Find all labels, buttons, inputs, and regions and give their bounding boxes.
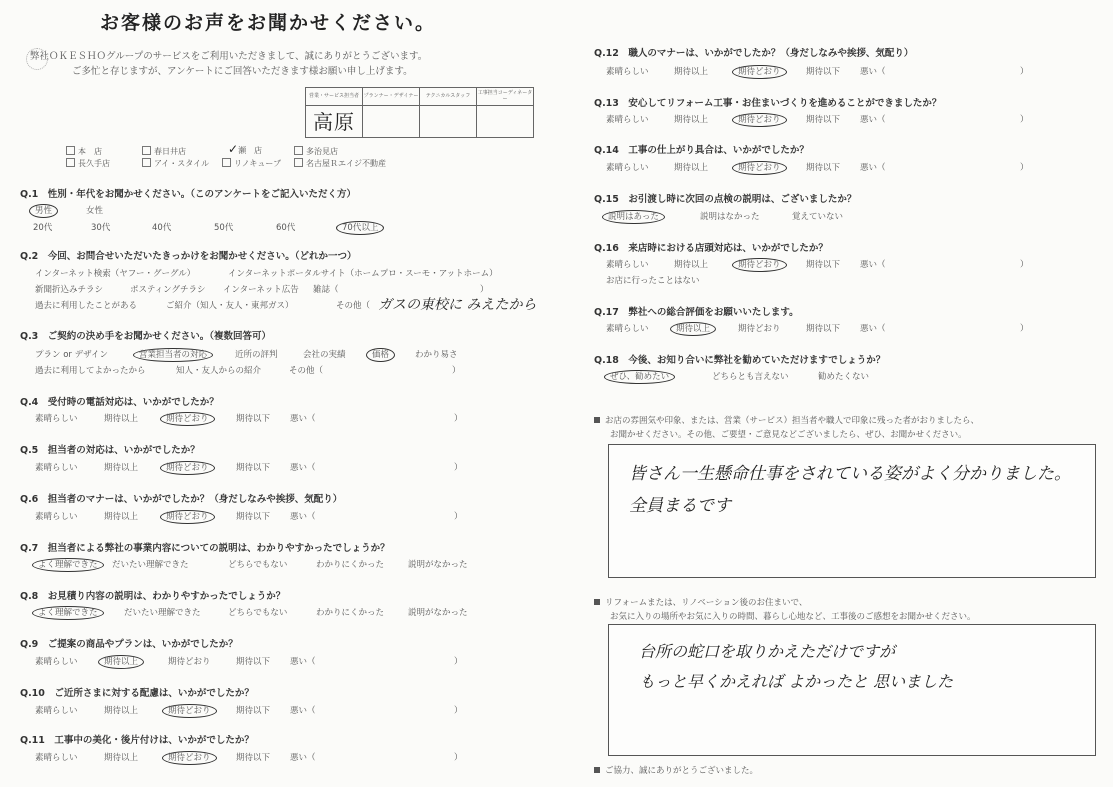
q1-age-30[interactable]: 30代 — [91, 223, 111, 233]
q5-close: ） — [454, 463, 463, 473]
bullet-icon — [594, 767, 600, 773]
q1-age-70[interactable]: 70代以上 — [336, 221, 384, 235]
q3-opt-referral[interactable]: 知人・友人からの紹介 — [176, 366, 262, 376]
q4-opt-2[interactable]: 期待以上 — [104, 414, 139, 424]
q2-opt-portal[interactable]: インターネットポータルサイト（ホームプロ・スーモ・アットホーム） — [228, 269, 498, 279]
q12-opt-3[interactable]: 期待どおり — [732, 65, 787, 79]
q8-opt-1[interactable]: よく理解できた — [32, 606, 104, 620]
q9-opt-3[interactable]: 期待どおり — [168, 657, 211, 667]
q1-age-60[interactable]: 60代 — [276, 223, 296, 233]
q6-opt-4[interactable]: 期待以下 — [236, 512, 271, 522]
q8-label: Q.8 お見積り内容の説明は、わかりやすかったでしょうか？ — [20, 591, 286, 602]
comment1-prompt-2: お聞かせください。その他、ご要望・ご意見などございましたら、ぜひ、お聞かせください。 — [610, 430, 967, 440]
q6-label: Q.6 担当者のマナーは、いかがでしたか？（身だしなみや挨拶、気配り） — [20, 494, 343, 505]
checkbox-icon — [222, 158, 231, 167]
q3-opt-plan[interactable]: プラン or デザイン — [35, 350, 109, 360]
store-honten[interactable]: 本 店 — [66, 146, 102, 157]
thanks-text: ご協力、誠にありがとうございました。 — [594, 764, 758, 776]
q8-opt-5[interactable]: 説明がなかった — [408, 608, 468, 618]
q11-opt-5[interactable]: 悪い（ — [290, 753, 316, 763]
q18-opt-3[interactable]: 勧めたくない — [818, 372, 870, 382]
store-istyle[interactable]: アイ・スタイル — [142, 158, 209, 169]
q17-opt-5[interactable]: 悪い（ — [860, 324, 886, 334]
q7-opt-3[interactable]: どちらでもない — [228, 560, 288, 570]
q9-opt-5[interactable]: 悪い（ — [290, 657, 316, 667]
q9-label: Q.9 ご提案の商品やプランは、いかがでしたか？ — [20, 639, 238, 650]
q14-opt-4[interactable]: 期待以下 — [806, 163, 841, 173]
q13-opt-4[interactable]: 期待以下 — [806, 115, 841, 125]
q3-opt-other[interactable]: その他（ — [289, 366, 324, 376]
q13-opt-5[interactable]: 悪い（ — [860, 115, 886, 125]
q11-opt-1[interactable]: 素晴らしい — [35, 753, 78, 763]
staff-header: テクニカルスタッフ — [420, 88, 477, 106]
staff-name-planner[interactable] — [363, 106, 420, 138]
q18-opt-2[interactable]: どちらとも言えない — [712, 372, 789, 382]
checkmark-icon: ✓ — [228, 142, 239, 156]
checkbox-icon — [294, 146, 303, 155]
comment2-handwriting-2: もっと早くかえれば よかったと 思いました — [639, 672, 954, 691]
store-renocube[interactable]: リノキューブ — [222, 158, 281, 169]
q14-opt-5[interactable]: 悪い（ — [860, 163, 886, 173]
q2-opt-referral[interactable]: ご紹介（知人・友人・東邦ガス） — [166, 301, 294, 311]
q15-opt-2[interactable]: 説明はなかった — [700, 212, 760, 222]
q5-label: Q.5 担当者の対応は、いかがでしたか？ — [20, 445, 200, 456]
staff-table — [305, 87, 534, 138]
q17-close: ） — [1020, 324, 1029, 334]
q14-close: ） — [1020, 163, 1029, 173]
q12-opt-1[interactable]: 素晴らしい — [606, 67, 649, 77]
q1-age-50[interactable]: 50代 — [214, 223, 234, 233]
q3-label: Q.3 ご契約の決め手をお聞かせください。（複数回答可） — [20, 331, 272, 342]
comment2-textarea[interactable] — [608, 624, 1096, 756]
checkbox-icon — [142, 158, 151, 167]
q3-opt-clarity[interactable]: わかり易さ — [415, 350, 458, 360]
q4-close: ） — [454, 414, 463, 424]
q7-opt-5[interactable]: 説明がなかった — [408, 560, 468, 570]
q4-opt-5[interactable]: 悪い（ — [290, 414, 316, 424]
q5-opt-3[interactable]: 期待どおり — [160, 461, 215, 475]
q13-opt-3[interactable]: 期待どおり — [732, 113, 787, 127]
q2-label: Q.2 今回、お問合せいただいたきっかけをお聞かせください。（どれか一つ） — [20, 251, 357, 262]
q1-age-40[interactable]: 40代 — [152, 223, 172, 233]
intro-line-1: 弊社ＯＫＥＳＨＯグループのサービスをご利用いただきまして、誠にありがとうございます。 — [30, 51, 428, 62]
q7-opt-2[interactable]: だいたい理解できた — [112, 560, 189, 570]
checkbox-icon — [66, 146, 75, 155]
q11-label: Q.11 工事中の美化・後片付けは、いかがでしたか？ — [20, 735, 254, 746]
q10-close: ） — [454, 706, 463, 716]
checkbox-icon — [66, 158, 75, 167]
q14-opt-1[interactable]: 素晴らしい — [606, 163, 649, 173]
q12-opt-4[interactable]: 期待以下 — [806, 67, 841, 77]
store-kasugai[interactable]: 春日井店 — [142, 146, 186, 157]
comment2-prompt-2: お気に入りの場所やお気に入りの時間、暮らし心地など、工事後のご感想をお聞かせください。 — [610, 612, 976, 622]
q12-label: Q.12 職人のマナーは、いかがでしたか？（身だしなみや挨拶、気配り） — [594, 48, 914, 59]
q3-opt-sales[interactable]: 営業担当者の対応 — [133, 348, 213, 362]
q5-opt-5[interactable]: 悪い（ — [290, 463, 316, 473]
q17-opt-3[interactable]: 期待どおり — [738, 324, 781, 334]
q9-opt-1[interactable]: 素晴らしい — [35, 657, 78, 667]
q3-other-close: ） — [452, 366, 461, 376]
q12-opt-2[interactable]: 期待以上 — [674, 67, 709, 77]
q17-label: Q.17 弊社への総合評価をお願いいたします。 — [594, 307, 799, 318]
staff-name-coordinator[interactable] — [477, 106, 534, 138]
q16-label: Q.16 来店時における店頭対応は、いかがでしたか？ — [594, 243, 828, 254]
q2-other-handwriting: ガスの東校に みえたから — [378, 297, 537, 313]
store-nagakute[interactable]: 長久手店 — [66, 158, 110, 169]
q8-opt-2[interactable]: だいたい理解できた — [124, 608, 201, 618]
q3-opt-price[interactable]: 価格 — [366, 348, 395, 362]
q16-opt-never[interactable]: お店に行ったことはない — [606, 276, 700, 286]
q2-opt-ad[interactable]: インターネット広告 — [223, 285, 299, 295]
comment1-handwriting-1: 皆さん一生懸命仕事をされている姿がよく分かりました。 — [629, 464, 1071, 484]
q12-opt-5[interactable]: 悪い（ — [860, 67, 886, 77]
comment1-handwriting-2: 全員まるです — [629, 496, 731, 516]
staff-header: 工事担当コーディネーター — [477, 88, 534, 106]
q7-label: Q.7 担当者による弊社の事業内容についての説明は、わかりやすかったでしょうか？ — [20, 543, 390, 554]
store-seto[interactable]: ✓瀬 店 — [228, 142, 263, 156]
q10-opt-5[interactable]: 悪い（ — [290, 706, 316, 716]
q14-opt-2[interactable]: 期待以上 — [674, 163, 709, 173]
q4-label: Q.4 受付時の電話対応は、いかがでしたか？ — [20, 397, 219, 408]
staff-header: プランナー・デザイナー — [363, 88, 420, 106]
q9-opt-2[interactable]: 期待以上 — [98, 655, 144, 669]
q11-opt-3[interactable]: 期待どおり — [162, 751, 217, 765]
q4-opt-4[interactable]: 期待以下 — [236, 414, 271, 424]
q13-label: Q.13 安心してリフォーム工事・お住まいづくりを進めることができましたか？ — [594, 98, 942, 109]
q5-opt-1[interactable]: 素晴らしい — [35, 463, 78, 473]
q3-opt-past[interactable]: 過去に利用してよかったから — [35, 366, 146, 376]
q16-close: ） — [1020, 260, 1029, 270]
checkbox-icon — [294, 158, 303, 167]
q5-opt-2[interactable]: 期待以上 — [104, 463, 139, 473]
q16-opt-2[interactable]: 期待以上 — [674, 260, 709, 270]
q15-opt-1[interactable]: 説明はあった — [602, 210, 665, 224]
bullet-icon — [594, 417, 600, 423]
q1-age-20[interactable]: 20代 — [33, 223, 53, 233]
q16-opt-1[interactable]: 素晴らしい — [606, 260, 649, 270]
q6-opt-1[interactable]: 素晴らしい — [35, 512, 78, 522]
q14-label: Q.14 工事の仕上がり具合は、いかがでしたか？ — [594, 145, 809, 156]
q17-opt-2[interactable]: 期待以上 — [670, 322, 716, 336]
q7-opt-4[interactable]: わかりにくかった — [316, 560, 385, 570]
q10-label: Q.10 ご近所さまに対する配慮は、いかがでしたか？ — [20, 688, 254, 699]
comment1-prompt-1: お店の雰囲気や印象、または、営業（サービス）担当者や職人で印象に残った者がおりましたら、 — [594, 414, 979, 426]
q2-magazine-close: ） — [480, 285, 489, 295]
staff-name-sales[interactable]: 高原 — [306, 106, 363, 138]
q16-opt-3[interactable]: 期待どおり — [732, 258, 787, 272]
q15-label: Q.15 お引渡し時に次回の点検の説明は、ございましたか？ — [594, 194, 857, 205]
q11-close: ） — [454, 753, 463, 763]
comment2-handwriting-1: 台所の蛇口を取りかえただけですが — [639, 642, 896, 661]
staff-name-technical[interactable] — [420, 106, 477, 138]
q9-close: ） — [454, 657, 463, 667]
q15-opt-3[interactable]: 覚えていない — [792, 212, 844, 222]
q18-opt-1[interactable]: ぜひ、勧めたい — [604, 370, 675, 384]
q2-opt-search[interactable]: インターネット検索（ヤフー・グーグル） — [35, 269, 196, 279]
q2-opt-other[interactable]: その他（ — [336, 301, 371, 311]
q3-opt-record[interactable]: 会社の実績 — [303, 350, 346, 360]
intro-line-2: ご多忙と存じますが、アンケートにご回答いただきます様お願い申し上げます。 — [72, 66, 413, 77]
q13-opt-1[interactable]: 素晴らしい — [606, 115, 649, 125]
bullet-icon — [594, 599, 600, 605]
q2-opt-posting[interactable]: ポスティングチラシ — [130, 285, 206, 295]
q2-opt-past[interactable]: 過去に利用したことがある — [35, 301, 138, 311]
q10-opt-4[interactable]: 期待以下 — [236, 706, 271, 716]
staff-header: 営業・サービス担当者 — [306, 88, 363, 106]
q3-opt-reputation[interactable]: 近所の評判 — [235, 350, 278, 360]
q1-label: Q.1 性別・年代をお聞かせください。（このアンケートをご記入いただく方） — [20, 189, 356, 200]
q14-opt-3[interactable]: 期待どおり — [732, 161, 787, 175]
q5-opt-4[interactable]: 期待以下 — [236, 463, 271, 473]
q6-close: ） — [454, 512, 463, 522]
comment2-prompt-1: リフォームまたは、リノベーション後のお住まいで、 — [594, 596, 807, 608]
checkbox-icon — [142, 146, 151, 155]
q16-opt-5[interactable]: 悪い（ — [860, 260, 886, 270]
comment1-textarea[interactable] — [608, 444, 1096, 578]
q17-opt-1[interactable]: 素晴らしい — [606, 324, 649, 334]
q6-opt-5[interactable]: 悪い（ — [290, 512, 316, 522]
q8-opt-3[interactable]: どちらでもない — [228, 608, 288, 618]
q2-opt-magazine[interactable]: 雑誌（ — [313, 285, 339, 295]
q12-close: ） — [1020, 67, 1029, 77]
q11-opt-4[interactable]: 期待以下 — [236, 753, 271, 763]
q1-male[interactable]: 男性 — [29, 204, 58, 218]
q9-opt-4[interactable]: 期待以下 — [236, 657, 271, 667]
q6-opt-3[interactable]: 期待どおり — [160, 510, 215, 524]
q13-opt-2[interactable]: 期待以上 — [674, 115, 709, 125]
q18-label: Q.18 今後、お知り合いに弊社を勧めていただけますでしょうか？ — [594, 355, 886, 366]
q11-opt-2[interactable]: 期待以上 — [104, 753, 139, 763]
q13-close: ） — [1020, 115, 1029, 125]
q2-opt-newspaper[interactable]: 新聞折込みチラシ — [35, 285, 104, 295]
store-tajimi[interactable]: 多治見店 — [294, 146, 338, 157]
store-nagoya-r[interactable]: 名古屋Ｒエイジ不動産 — [294, 158, 386, 169]
q10-opt-2[interactable]: 期待以上 — [104, 706, 139, 716]
page-title: お客様のお声をお聞かせください。 — [100, 12, 437, 34]
q7-opt-1[interactable]: よく理解できた — [32, 558, 104, 572]
q10-opt-3[interactable]: 期待どおり — [162, 704, 217, 718]
q4-opt-3[interactable]: 期待どおり — [160, 412, 215, 426]
q4-opt-1[interactable]: 素晴らしい — [35, 414, 78, 424]
q6-opt-2[interactable]: 期待以上 — [104, 512, 139, 522]
q10-opt-1[interactable]: 素晴らしい — [35, 706, 78, 716]
q1-female[interactable]: 女性 — [86, 206, 104, 216]
q16-opt-4[interactable]: 期待以下 — [806, 260, 841, 270]
q17-opt-4[interactable]: 期待以下 — [806, 324, 841, 334]
q8-opt-4[interactable]: わかりにくかった — [316, 608, 385, 618]
